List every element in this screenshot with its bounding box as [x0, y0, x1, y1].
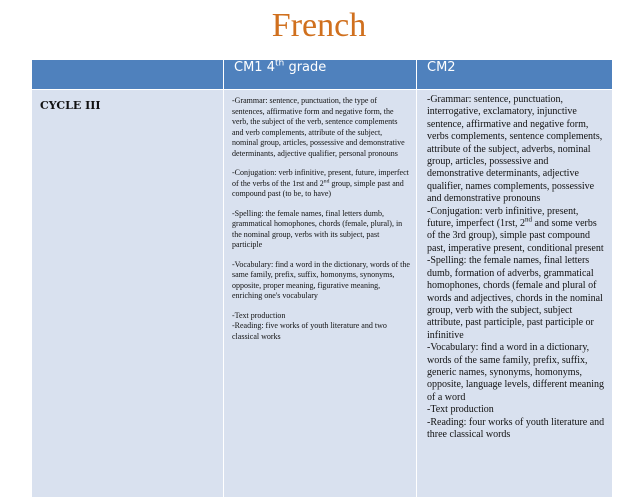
cm2-vocabulary-text: -Vocabulary: find a word in a dictionary, words of the same family, prefix, suffix, generic names, synonyms, homonyms, opposite, language levels, different meaning of a word [427, 342, 604, 403]
cm2-spelling [427, 255, 606, 342]
cm1-conjugation-sup: nd [323, 177, 330, 184]
page-title: French [271, 7, 367, 44]
cm1-text-production: -Text production [232, 310, 286, 320]
cm1-vocabulary-text: -Vocabulary: find a word in the dictionary, words of the same family, prefix, suffix, homonyms, synonyms, opposite, proper meaning, figurative meaning, enriching one's vocabulary [232, 259, 410, 300]
cm2-content [417, 90, 613, 498]
cm2-conjugation-text: -Conjugation: verb infinitive, present, future, imperfect (1rst, 2 [427, 205, 579, 230]
cm1-conjugation-text-end: group, simple past and compound past (to be, to have) [232, 178, 404, 198]
cm2-vocabulary [427, 342, 606, 404]
table-header-row [32, 60, 613, 90]
cm2-grammar-text: -Grammar: sentence, punctuation, interrogative, exclamatory, injunctive sentence, affirmative and negative form, verbs complements, sentence complements, attribute of the subject, adverbs, nominal group, articles, possessive and demonstrative determinants, adjective qualifier, names complements, possessive and demonstrative pronouns [427, 94, 603, 205]
cm2-conjugation-sup: nd [525, 215, 533, 224]
cm1-conjugation-text: -Conjugation: verb infinitive, present, future, imperfect of the verbs of the 1rst and 2 [232, 168, 409, 188]
curriculum-table [31, 59, 613, 498]
cm1-content [224, 90, 417, 498]
header-cm1-suffix: grade [284, 60, 327, 75]
header-cm1-sup: th [274, 58, 285, 69]
header-cm1-text: CM1 4 [234, 60, 275, 75]
cm1-grammar [232, 96, 410, 159]
cm1-conjugation [232, 168, 410, 200]
cm1-reading: -Reading: five works of youth literature and two classical works [232, 321, 387, 341]
cm1-spelling-text: -Spelling: the female names, final letters dumb, grammatical homophones, chords (female, plural), in the nominal group, verbs with its subject, past participle [232, 208, 403, 249]
cm2-conjugation-text-end: and some verbs of the 3rd group), simple past compound past, imperative present, conditional present [427, 218, 604, 254]
cm2-reading-text: -Reading: four works of youth literature and three classical words [427, 416, 605, 440]
cm2-conjugation [427, 206, 606, 256]
cm2-reading [427, 417, 606, 442]
cm1-vocabulary [232, 260, 410, 302]
cm1-grammar-text: -Grammar: sentence, punctuation, the type of sentences, affirmative form and negative form, the verb, the subject of the verb, sentence complements and verb complements, attribute of the subject, nominal group, articles, possessive and demonstrative determinants, adjective qualifier, personal pronouns [232, 96, 405, 158]
cm2-text-production-text: -Text production [427, 404, 494, 416]
cm1-spelling [232, 209, 410, 251]
table-body-row [32, 90, 613, 498]
row-label-cycle: CYCLE III [32, 90, 224, 498]
header-cm2: CM2 [417, 60, 613, 90]
header-cm1 [224, 60, 417, 90]
cm1-production-reading [232, 311, 410, 343]
cm2-text-production [427, 404, 606, 416]
cm2-spelling-text: -Spelling: the female names, final letters dumb, formation of adverbs, grammatical homophones, chords (female and plural of words and adjectives, chords in the nominal group, verb with the subject, subject attribute, past participle, past participle or infinitive [427, 255, 603, 341]
cm2-grammar [427, 94, 606, 206]
header-empty-cell [32, 60, 224, 90]
